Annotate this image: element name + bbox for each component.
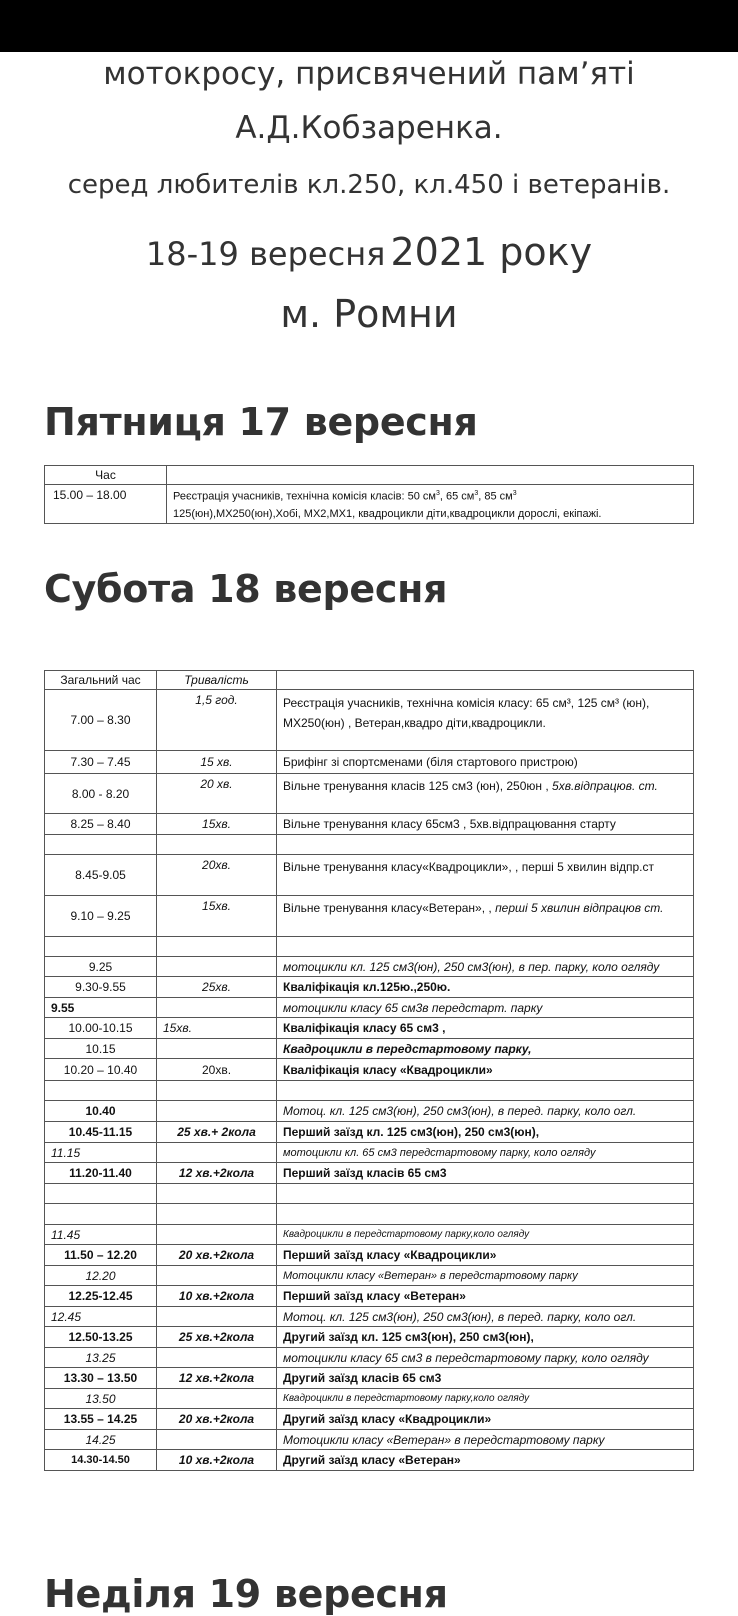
cell-time: 11.45 (45, 1225, 157, 1245)
cell-text-a: Реєстрація учасників, технічна комісія класів: 50 см (173, 490, 436, 503)
table-row (45, 1018, 694, 1039)
cell-time: 9.55 (45, 998, 157, 1018)
header-duration: Тривалість (157, 671, 277, 690)
cell-time: 13.25 (45, 1348, 157, 1368)
table-row (45, 1327, 694, 1348)
cell-text: Вільне тренування класу 65см3 , 5хв.відпрацювання старту (277, 814, 694, 835)
table-row (45, 1348, 694, 1368)
cell-time: 8.25 – 8.40 (45, 814, 157, 835)
table-row (45, 1039, 694, 1059)
sup-a: 3 (435, 490, 440, 497)
cell-time: 15.00 – 18.00 (45, 485, 167, 524)
cell-time: 13.30 – 13.50 (45, 1368, 157, 1389)
cell-text: Другий заїзд класу «Квадроцикли» (277, 1409, 694, 1430)
table-row (45, 1225, 694, 1245)
cell-duration: 25хв. (157, 977, 277, 998)
cell-duration (157, 1204, 277, 1225)
cell-time: 7.30 – 7.45 (45, 751, 157, 774)
cell-time (45, 835, 157, 855)
event-city: м. Ромни (280, 292, 458, 336)
cell-text: Перший заїзд класів 65 см3 (277, 1163, 694, 1184)
cell-text: мотоцикли кл. 125 см3(юн), 250 см3(юн), в пер. парку, коло огляду (277, 957, 694, 977)
cell-time: 13.55 – 14.25 (45, 1409, 157, 1430)
title-line-3: серед любителів кл.250, кл.450 і ветеранів. (67, 170, 671, 200)
table-row (45, 835, 694, 855)
table-row (45, 1101, 694, 1122)
cell-time (45, 1081, 157, 1101)
cell-text-italic: перші 5 хвилин відпрацюв ст. (491, 901, 664, 915)
cell-text-main: Вільне тренування класів 125 см3 (юн), 250юн , (283, 779, 549, 793)
table-row (45, 957, 694, 977)
cell-text (277, 835, 694, 855)
cell-text-italic: 5хв.відпрацюв. ст. (548, 779, 658, 793)
cell-text (277, 774, 694, 814)
saturday-heading: Субота 18 вересня (44, 567, 448, 611)
cell-duration: 20 хв.+2кола (157, 1409, 277, 1430)
cell-time: 14.25 (45, 1430, 157, 1450)
cell-time: 14.30-14.50 (45, 1450, 157, 1471)
cell-time: 10.20 – 10.40 (45, 1059, 157, 1081)
cell-duration (157, 1039, 277, 1059)
cell-duration (157, 957, 277, 977)
cell-time: 12.45 (45, 1307, 157, 1327)
friday-heading: Пятниця 17 вересня (44, 400, 478, 444)
cell-duration (157, 1389, 277, 1409)
cell-time: 11.20-11.40 (45, 1163, 157, 1184)
cell-time: 10.15 (45, 1039, 157, 1059)
table-row (45, 1430, 694, 1450)
cell-duration (157, 1307, 277, 1327)
cell-time: 8.00 - 8.20 (45, 774, 157, 814)
cell-duration (157, 1348, 277, 1368)
cell-time: 12.20 (45, 1266, 157, 1286)
cell-text: мотоцикли класу 65 см3в передстарт. парку (277, 998, 694, 1018)
table-row (45, 1450, 694, 1471)
cell-text-b: , 65 см (439, 490, 475, 503)
cell-time (45, 1204, 157, 1225)
cell-time: 12.25-12.45 (45, 1286, 157, 1307)
cell-time: 12.50-13.25 (45, 1327, 157, 1348)
cell-text: Квадроцикли в передстартовому парку, (277, 1039, 694, 1059)
table-row (45, 1368, 694, 1389)
cell-duration (157, 835, 277, 855)
title-line-1: мотокросу, присвячений пам’яті (103, 56, 635, 92)
cell-duration: 15хв. (157, 896, 277, 937)
cell-duration: 20 хв. (157, 774, 277, 814)
cell-duration (157, 1081, 277, 1101)
cell-duration: 20хв. (157, 855, 277, 896)
cell-time: 7.00 – 8.30 (45, 690, 157, 751)
cell-text: Реєстрація учасників, технічна комісія класу: 65 см³, 125 см³ (юн), МХ250(юн) , Ветеран,квадро діти,квадроцикли. (277, 690, 694, 751)
cell-text: Кваліфікація кл.125ю.,250ю. (277, 977, 694, 998)
cell-time: 10.00-10.15 (45, 1018, 157, 1039)
table-row (45, 774, 694, 814)
cell-duration: 20хв. (157, 1059, 277, 1081)
cell-text: Квадроцикли в передстартовому парку,коло огляду (277, 1389, 694, 1409)
cell-duration (157, 1430, 277, 1450)
cell-time: 11.15 (45, 1143, 157, 1163)
status-bar (0, 0, 738, 52)
header-total-time: Загальний час (45, 671, 157, 690)
table-row (45, 1307, 694, 1327)
cell-duration: 15хв. (157, 1018, 277, 1039)
cell-duration: 10 хв.+2кола (157, 1286, 277, 1307)
cell-duration: 25 хв.+2кола (157, 1327, 277, 1348)
header-empty (167, 466, 694, 485)
cell-duration: 20 хв.+2кола (157, 1245, 277, 1266)
cell-text (277, 1184, 694, 1204)
cell-duration (157, 998, 277, 1018)
cell-duration (157, 1266, 277, 1286)
table-header-row (45, 671, 694, 690)
table-row (45, 1286, 694, 1307)
cell-text: Мотоцикли класу «Ветеран» в передстартовому парку (277, 1266, 694, 1286)
cell-text: Другий заїзд класу «Ветеран» (277, 1450, 694, 1471)
cell-duration (157, 937, 277, 957)
table-row (45, 1409, 694, 1430)
table-row (45, 1122, 694, 1143)
cell-text: мотоцикли класу 65 см3 в передстартовому парку, коло огляду (277, 1348, 694, 1368)
cell-time: 9.10 – 9.25 (45, 896, 157, 937)
cell-text: Другий заїзд класів 65 см3 (277, 1368, 694, 1389)
cell-text: Перший заїзд класу «Ветеран» (277, 1286, 694, 1307)
cell-text: Мотоц. кл. 125 см3(юн), 250 см3(юн), в перед. парку, коло огл. (277, 1101, 694, 1122)
cell-text: Другий заїзд кл. 125 см3(юн), 250 см3(юн), (277, 1327, 694, 1348)
cell-time: 11.50 – 12.20 (45, 1245, 157, 1266)
cell-duration: 12 хв.+2кола (157, 1368, 277, 1389)
cell-duration: 1,5 год. (157, 690, 277, 751)
table-row (45, 690, 694, 751)
cell-text: Квадроцикли в передстартовому парку,коло огляду (277, 1225, 694, 1245)
cell-time: 9.30-9.55 (45, 977, 157, 998)
table-row (45, 1163, 694, 1184)
sup-c: 3 (512, 490, 517, 497)
cell-time: 10.40 (45, 1101, 157, 1122)
cell-time: 9.25 (45, 957, 157, 977)
cell-text (277, 937, 694, 957)
cell-duration: 10 хв.+2кола (157, 1450, 277, 1471)
cell-duration: 15 хв. (157, 751, 277, 774)
sup-b: 3 (474, 490, 479, 497)
table-row (45, 1204, 694, 1225)
table-row (45, 1389, 694, 1409)
cell-text: Кваліфікація класу 65 см3 , (277, 1018, 694, 1039)
saturday-table (44, 670, 694, 1471)
cell-duration: 12 хв.+2кола (157, 1163, 277, 1184)
cell-duration (157, 1101, 277, 1122)
title-line-2: А.Д.Кобзаренка. (235, 110, 503, 146)
table-row (45, 1059, 694, 1081)
table-row (45, 485, 694, 524)
cell-text: Перший заїзд кл. 125 см3(юн), 250 см3(юн), (277, 1122, 694, 1143)
table-row (45, 855, 694, 896)
cell-duration (157, 1143, 277, 1163)
cell-text: мотоцикли кл. 65 см3 передстартовому парку, коло огляду (277, 1143, 694, 1163)
cell-time: 8.45-9.05 (45, 855, 157, 896)
header-empty (277, 671, 694, 690)
sunday-heading: Неділя 19 вересня (44, 1572, 448, 1616)
table-row (45, 896, 694, 937)
cell-text: Кваліфікація класу «Квадроцикли» (277, 1059, 694, 1081)
cell-text: Мотоцикли класу «Ветеран» в передстартовому парку (277, 1430, 694, 1450)
date-days: 18-19 вересня (145, 235, 386, 273)
cell-text: Перший заїзд класу «Квадроцикли» (277, 1245, 694, 1266)
table-row (45, 937, 694, 957)
cell-text: Брифінг зі спортсменами (біля стартового пристрою) (277, 751, 694, 774)
header-time: Час (45, 466, 167, 485)
cell-text-main: Вільне тренування класу«Ветеран», , (283, 901, 492, 915)
cell-text (277, 1204, 694, 1225)
cell-time (45, 1184, 157, 1204)
cell-text-d: 125(юн),МХ250(юн),Хобі, МХ2,МХ1, квадроцикли діти,квадроцикли дорослі, екіпажі. (173, 507, 602, 520)
table-row (45, 1143, 694, 1163)
table-row (45, 977, 694, 998)
table-row (45, 1184, 694, 1204)
cell-text: Вільне тренування класу«Квадроцикли», , перші 5 хвилин відпр.ст (277, 855, 694, 896)
table-row (45, 1266, 694, 1286)
event-date (0, 230, 738, 274)
cell-duration: 15хв. (157, 814, 277, 835)
cell-time (45, 937, 157, 957)
cell-text (167, 485, 694, 524)
friday-table (44, 465, 694, 524)
table-row (45, 751, 694, 774)
table-row (45, 998, 694, 1018)
cell-time: 10.45-11.15 (45, 1122, 157, 1143)
table-row (45, 1245, 694, 1266)
cell-duration (157, 1225, 277, 1245)
cell-duration (157, 1184, 277, 1204)
cell-time: 13.50 (45, 1389, 157, 1409)
table-row (45, 814, 694, 835)
date-year: 2021 року (390, 230, 593, 274)
cell-text (277, 896, 694, 937)
cell-duration: 25 хв.+ 2кола (157, 1122, 277, 1143)
table-header-row (45, 466, 694, 485)
cell-text: Мотоц. кл. 125 см3(юн), 250 см3(юн), в перед. парку, коло огл. (277, 1307, 694, 1327)
cell-text-c: , 85 см (478, 490, 513, 503)
table-row (45, 1081, 694, 1101)
cell-text (277, 1081, 694, 1101)
